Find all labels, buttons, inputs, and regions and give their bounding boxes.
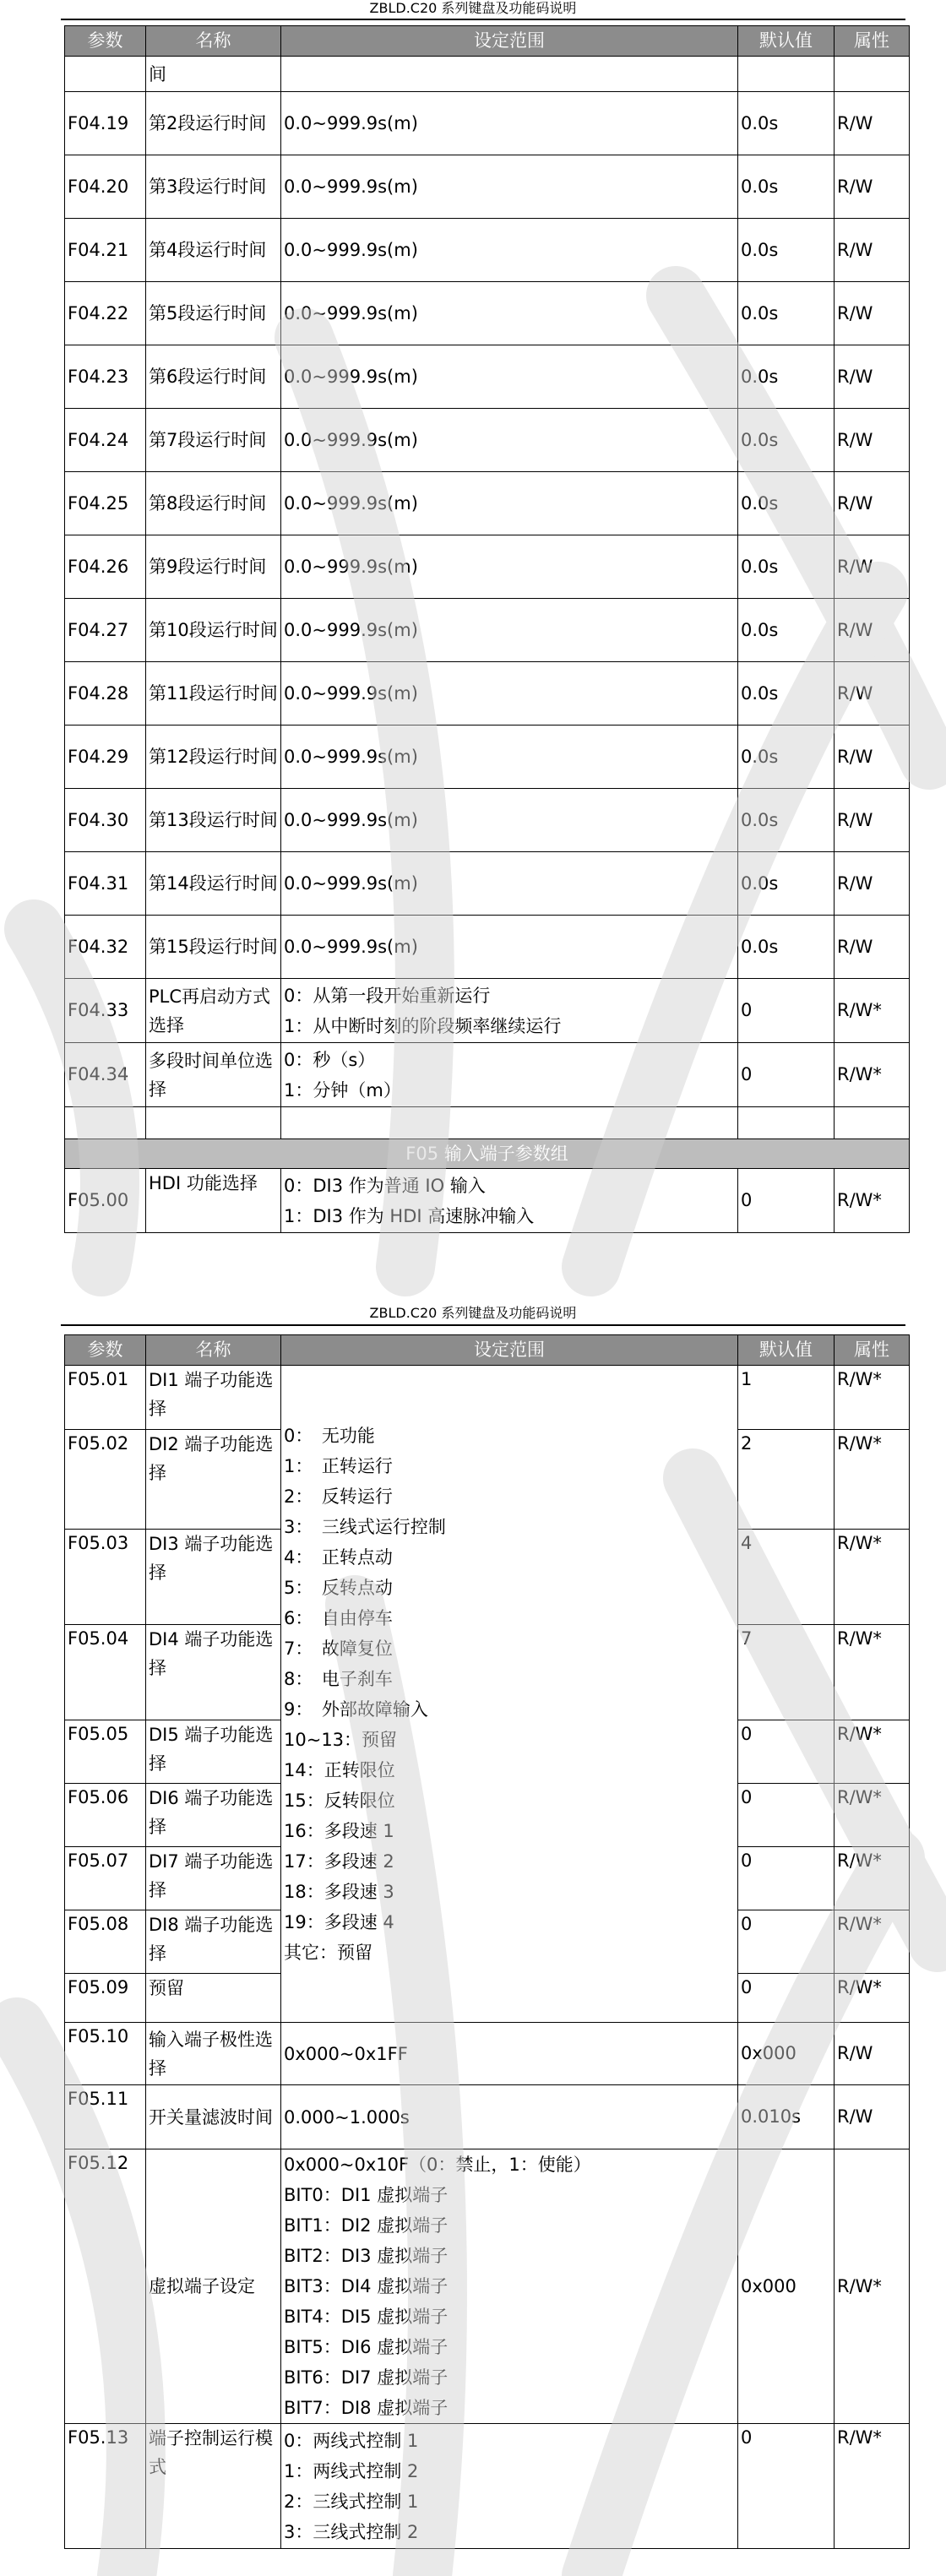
param-default: 0.0s: [738, 155, 835, 219]
table-row: [65, 92, 910, 155]
param-code: F04.24: [65, 409, 146, 472]
blank-cell: [281, 1107, 738, 1139]
param-range: 0.0~999.9s(m): [281, 599, 738, 662]
param-default: 0x000: [738, 2023, 835, 2085]
param-default: 0.0s: [738, 472, 835, 535]
col-header-attr: 属性: [835, 26, 910, 57]
param-name: PLC再启动方式选择: [146, 979, 281, 1043]
param-name: DI4 端子功能选择: [146, 1625, 281, 1720]
param-default: 0.0s: [738, 409, 835, 472]
param-range: 0.0~999.9s(m): [281, 155, 738, 219]
param-name: DI7 端子功能选择: [146, 1847, 281, 1910]
param-default: 0: [738, 979, 835, 1043]
param-name: 输入端子极性选择: [146, 2023, 281, 2085]
param-default: 1: [738, 1366, 835, 1430]
param-default: 7: [738, 1625, 835, 1720]
param-name: 第2段运行时间: [146, 92, 281, 155]
param-default: 0: [738, 1974, 835, 2023]
param-range: 0：从第一段开始重新运行 1：从中断时刻的阶段频率继续运行: [281, 979, 738, 1043]
param-range: 0.0~999.9s(m): [281, 219, 738, 282]
col-header-default: 默认值: [738, 26, 835, 57]
table-row: [65, 726, 910, 789]
param-default: 0: [738, 1910, 835, 1974]
param-range: 0.0~999.9s(m): [281, 409, 738, 472]
param-code: F04.32: [65, 916, 146, 979]
param-range: 0.0~999.9s(m): [281, 726, 738, 789]
header-rule: [61, 19, 905, 20]
col-header-default: 默认值: [738, 1335, 835, 1366]
param-name: 第3段运行时间: [146, 155, 281, 219]
param-default: 0.0s: [738, 726, 835, 789]
param-code: F05.00: [65, 1169, 146, 1233]
table-row: [65, 409, 910, 472]
page-header-2: ZBLD.C20 系列键盘及功能码说明: [369, 1305, 577, 1321]
param-attr: R/W*: [835, 2149, 910, 2424]
param-code: F04.31: [65, 852, 146, 916]
param-range: 0.0~999.9s(m): [281, 852, 738, 916]
param-attr: R/W: [835, 409, 910, 472]
param-attr: R/W: [835, 2085, 910, 2149]
param-attr: R/W: [835, 219, 910, 282]
param-attr: R/W: [835, 92, 910, 155]
param-name: DI2 端子功能选择: [146, 1430, 281, 1530]
param-table-page2: [64, 1334, 910, 2549]
param-code: F04.33: [65, 979, 146, 1043]
param-code: F04.25: [65, 472, 146, 535]
blank-cell: [835, 1107, 910, 1139]
param-code: F05.06: [65, 1784, 146, 1847]
param-name: 开关量滤波时间: [146, 2085, 281, 2149]
blank-cell: [65, 1107, 146, 1139]
param-name: 第9段运行时间: [146, 535, 281, 599]
table-row: [65, 916, 910, 979]
table-row: [65, 535, 910, 599]
param-name: 第7段运行时间: [146, 409, 281, 472]
param-range: 0.0~999.9s(m): [281, 472, 738, 535]
terminal-function-range: 0： 无功能 1： 正转运行 2： 反转运行 3： 三线式运行控制 4： 正转点动 5： 反转点动 6： 自由停车 7： 故障复位 8： 电子刹车 9： 外部故障输入 10~13：预留 14：正转限位 15：反转限位 16：多段速 1 17：多段速 2 18：多段速 3 19：多段速 4 其它：预留: [281, 1366, 738, 2023]
param-code: F04.29: [65, 726, 146, 789]
param-code: F05.09: [65, 1974, 146, 2023]
group-row: [65, 1139, 910, 1169]
table-row: [65, 979, 910, 1043]
blank-cell: [738, 1107, 835, 1139]
page-header: ZBLD.C20 系列键盘及功能码说明: [369, 0, 577, 16]
param-attr: R/W: [835, 2023, 910, 2085]
param-name: 端子控制运行模式: [146, 2424, 281, 2549]
param-default: 0.010s: [738, 2085, 835, 2149]
param-attr: R/W*: [835, 1530, 910, 1625]
param-code: F04.26: [65, 535, 146, 599]
table-row: [65, 1169, 910, 1233]
param-code: F04.28: [65, 662, 146, 726]
param-attr: R/W*: [835, 1784, 910, 1847]
continuation-name: 间: [146, 57, 281, 92]
table-row: [65, 155, 910, 219]
param-code: F04.34: [65, 1043, 146, 1107]
param-code: F04.27: [65, 599, 146, 662]
param-attr: R/W: [835, 789, 910, 852]
param-range: 0：秒（s） 1：分钟（m）: [281, 1043, 738, 1107]
param-range: 0.0~999.9s(m): [281, 662, 738, 726]
param-code: F05.11: [65, 2085, 146, 2149]
param-attr: R/W*: [835, 1169, 910, 1233]
param-range: 0.0~999.9s(m): [281, 282, 738, 345]
param-range: 0.0~999.9s(m): [281, 92, 738, 155]
param-range: 0.0~999.9s(m): [281, 789, 738, 852]
param-code: F05.08: [65, 1910, 146, 1974]
param-name: 第11段运行时间: [146, 662, 281, 726]
table-row: [65, 599, 910, 662]
param-code: F04.22: [65, 282, 146, 345]
param-code: F05.04: [65, 1625, 146, 1720]
col-header-param: 参数: [65, 1335, 146, 1366]
param-code: F04.20: [65, 155, 146, 219]
param-name: 第5段运行时间: [146, 282, 281, 345]
col-header-param: 参数: [65, 26, 146, 57]
param-default: 0x000: [738, 2149, 835, 2424]
table-row: [65, 1043, 910, 1107]
param-range: 0：DI3 作为普通 IO 输入 1：DI3 作为 HDI 高速脉冲输入: [281, 1169, 738, 1233]
param-default: 0.0s: [738, 219, 835, 282]
param-name: 第12段运行时间: [146, 726, 281, 789]
param-name: DI3 端子功能选择: [146, 1530, 281, 1625]
table-row: [65, 2424, 910, 2549]
param-code: F04.19: [65, 92, 146, 155]
param-name: HDI 功能选择: [146, 1169, 281, 1233]
param-default: 0.0s: [738, 662, 835, 726]
param-code: F04.21: [65, 219, 146, 282]
param-attr: R/W: [835, 916, 910, 979]
blank-row: [65, 1107, 910, 1139]
table-row: [65, 472, 910, 535]
param-default: 0.0s: [738, 599, 835, 662]
param-default: 0.0s: [738, 535, 835, 599]
param-code: F05.10: [65, 2023, 146, 2085]
table-row: [65, 2149, 910, 2424]
param-attr: R/W: [835, 472, 910, 535]
blank-cell: [146, 1107, 281, 1139]
param-name: DI8 端子功能选择: [146, 1910, 281, 1974]
header-rule-2: [61, 1324, 905, 1326]
table-row: [65, 2023, 910, 2085]
param-name: 第15段运行时间: [146, 916, 281, 979]
param-code: F05.12: [65, 2149, 146, 2424]
param-default: 0.0s: [738, 92, 835, 155]
param-default: 0: [738, 1784, 835, 1847]
param-attr: R/W: [835, 599, 910, 662]
param-attr: R/W: [835, 345, 910, 409]
param-attr: R/W*: [835, 1974, 910, 2023]
param-attr: R/W*: [835, 1910, 910, 1974]
param-code: F04.30: [65, 789, 146, 852]
table-row: [65, 219, 910, 282]
param-code: F05.02: [65, 1430, 146, 1530]
param-attr: R/W: [835, 662, 910, 726]
group-title: F05 输入端子参数组: [65, 1139, 910, 1169]
col-header-name: 名称: [146, 1335, 281, 1366]
param-name: 虚拟端子设定: [146, 2149, 281, 2424]
param-attr: R/W: [835, 535, 910, 599]
param-name: DI5 端子功能选择: [146, 1720, 281, 1784]
col-header-attr: 属性: [835, 1335, 910, 1366]
param-code: F05.07: [65, 1847, 146, 1910]
col-header-range: 设定范围: [281, 26, 738, 57]
param-attr: R/W: [835, 726, 910, 789]
param-code: F05.01: [65, 1366, 146, 1430]
param-default: 0: [738, 1847, 835, 1910]
param-code: F05.03: [65, 1530, 146, 1625]
param-default: 0.0s: [738, 282, 835, 345]
param-name: DI6 端子功能选择: [146, 1784, 281, 1847]
param-name: DI1 端子功能选择: [146, 1366, 281, 1430]
param-attr: R/W*: [835, 1043, 910, 1107]
param-code: F05.05: [65, 1720, 146, 1784]
param-default: 0: [738, 1169, 835, 1233]
param-default: 0: [738, 2424, 835, 2549]
table-row: [65, 662, 910, 726]
param-range: 0.000~1.000s: [281, 2085, 738, 2149]
param-default: 0.0s: [738, 345, 835, 409]
param-default: 0.0s: [738, 852, 835, 916]
param-range: 0x000~0x10F（0：禁止，1：使能） BIT0：DI1 虚拟端子 BIT1：DI2 虚拟端子 BIT2：DI3 虚拟端子 BIT3：DI4 虚拟端子 BIT4：DI5 虚拟端子 BIT5：DI6 虚拟端子 BIT6：DI7 虚拟端子 BIT7：DI8 虚拟端子: [281, 2149, 738, 2424]
param-attr: R/W*: [835, 1847, 910, 1910]
param-default: 0: [738, 1720, 835, 1784]
param-attr: R/W*: [835, 2424, 910, 2549]
param-default: 0.0s: [738, 916, 835, 979]
param-code: F05.13: [65, 2424, 146, 2549]
param-attr: R/W: [835, 282, 910, 345]
param-attr: R/W: [835, 852, 910, 916]
param-name: 多段时间单位选择: [146, 1043, 281, 1107]
param-name: 第13段运行时间: [146, 789, 281, 852]
param-attr: R/W*: [835, 1625, 910, 1720]
param-default: 4: [738, 1530, 835, 1625]
param-default: 0: [738, 1043, 835, 1107]
param-name: 第4段运行时间: [146, 219, 281, 282]
table-row: [65, 2085, 910, 2149]
col-header-range: 设定范围: [281, 1335, 738, 1366]
table-row: [65, 1366, 910, 1430]
param-name: 第10段运行时间: [146, 599, 281, 662]
table-row: [65, 789, 910, 852]
param-default: 2: [738, 1430, 835, 1530]
param-range: 0.0~999.9s(m): [281, 535, 738, 599]
param-default: 0.0s: [738, 789, 835, 852]
table-row: [65, 57, 910, 92]
param-attr: R/W*: [835, 1430, 910, 1530]
param-attr: R/W*: [835, 1720, 910, 1784]
param-attr: R/W: [835, 155, 910, 219]
param-range: 0：两线式控制 1 1：两线式控制 2 2：三线式控制 1 3：三线式控制 2: [281, 2424, 738, 2549]
col-header-name: 名称: [146, 26, 281, 57]
table-row: [65, 282, 910, 345]
param-attr: R/W*: [835, 979, 910, 1043]
table-row: [65, 852, 910, 916]
param-range: 0x000~0x1FF: [281, 2023, 738, 2085]
param-name: 第14段运行时间: [146, 852, 281, 916]
param-attr: R/W*: [835, 1366, 910, 1430]
param-code: F04.23: [65, 345, 146, 409]
param-name: 第6段运行时间: [146, 345, 281, 409]
param-name: 第8段运行时间: [146, 472, 281, 535]
table-row: [65, 345, 910, 409]
param-name: 预留: [146, 1974, 281, 2023]
param-range: 0.0~999.9s(m): [281, 345, 738, 409]
param-table-page1: [64, 25, 910, 1233]
param-range: 0.0~999.9s(m): [281, 916, 738, 979]
